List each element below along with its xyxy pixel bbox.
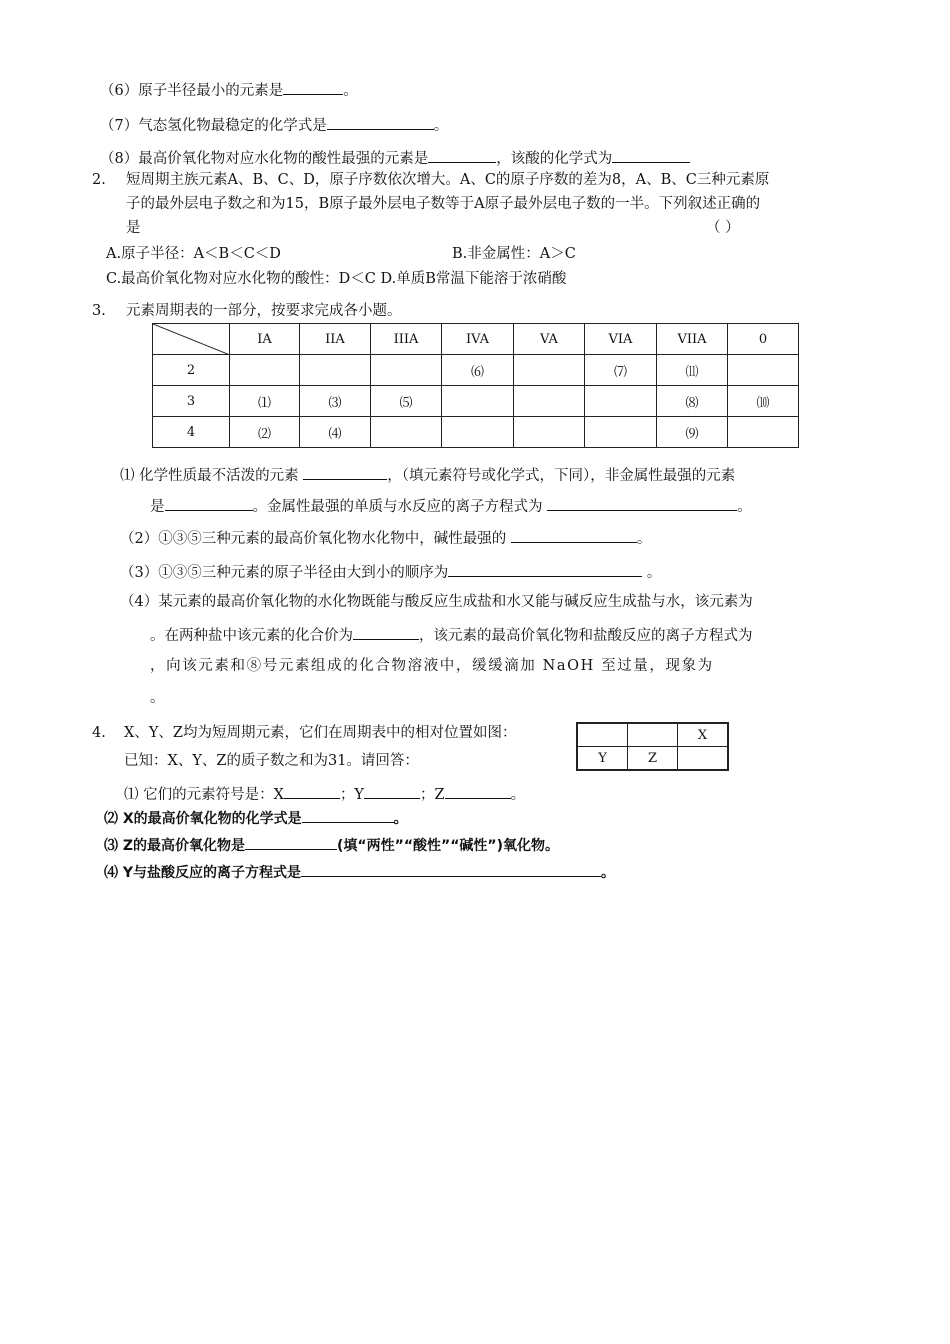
q3-s4-line1: （4）某元素的最高价氧化物的水化物既能与酸反应生成盐和水又能与碱反应生成盐与水，该元素为 bbox=[120, 594, 753, 610]
q3-s3 bbox=[120, 561, 661, 583]
q3-s1-c: 是 bbox=[150, 499, 165, 515]
q3-s4-line3: ，向该元素和⑧号元素组成的化合物溶液中，缓缓滴加 NaOH 至过量，现象为 bbox=[150, 658, 714, 674]
table-cell: ⑽ bbox=[728, 386, 799, 417]
q4-y-blank[interactable] bbox=[364, 783, 420, 799]
periodic-table bbox=[152, 323, 799, 448]
q4-s4 bbox=[104, 861, 615, 883]
group-header: VA bbox=[514, 324, 585, 355]
table-cell bbox=[371, 417, 442, 448]
table-cell: ⑷ bbox=[300, 417, 371, 448]
period-label: 2 bbox=[153, 355, 230, 386]
q4-s4-end: 。 bbox=[601, 865, 616, 881]
q3-s4-2b: ，该元素的最高价氧化物和盐酸反应的离子方程式为 bbox=[419, 628, 753, 644]
table-cell: ⑴ bbox=[230, 386, 300, 417]
q4-line2: 已知：X、Y、Z的质子数之和为31。请回答： bbox=[124, 753, 419, 769]
group-header: VIA bbox=[585, 324, 657, 355]
q3-s4-line4: 。 bbox=[150, 690, 165, 706]
grid-cell-z: Z bbox=[628, 747, 678, 771]
grid-cell bbox=[577, 723, 628, 747]
q1-item7 bbox=[100, 114, 448, 136]
q3-s2-end: 。 bbox=[636, 531, 652, 547]
q3-intro: 元素周期表的一部分，按要求完成各小题。 bbox=[126, 303, 402, 319]
table-cell: ⑼ bbox=[657, 417, 728, 448]
table-cell: ⑸ bbox=[371, 386, 442, 417]
q2-option-b[interactable]: B.非金属性：A＞C bbox=[452, 246, 576, 262]
q1-item8-mid: ，该酸的化学式为 bbox=[496, 151, 613, 167]
corner-cell bbox=[153, 324, 230, 355]
q1-item6-end: 。 bbox=[343, 83, 358, 99]
q4-s3 bbox=[104, 834, 559, 856]
q1-item8-element-blank[interactable] bbox=[428, 147, 496, 163]
q4-s3-blank[interactable] bbox=[245, 834, 337, 850]
group-header: IIA bbox=[300, 324, 371, 355]
table-row bbox=[153, 355, 799, 386]
table-cell bbox=[514, 355, 585, 386]
q4-number: 4. bbox=[92, 725, 106, 741]
q4-s4-blank[interactable] bbox=[301, 861, 601, 877]
period-label: 4 bbox=[153, 417, 230, 448]
grid-cell bbox=[678, 747, 729, 771]
q4-s1 bbox=[124, 783, 525, 805]
table-row bbox=[577, 747, 728, 771]
q3-s2-blank[interactable] bbox=[511, 527, 637, 543]
q3-s1-nonmetal-blank[interactable] bbox=[165, 495, 253, 511]
table-cell bbox=[230, 355, 300, 386]
group-header: 0 bbox=[728, 324, 799, 355]
table-cell bbox=[442, 386, 514, 417]
q4-s4-text: ⑷ Y与盐酸反应的离子方程式是 bbox=[104, 865, 302, 881]
q3-s4-valence-blank[interactable] bbox=[353, 624, 419, 640]
q3-s1-d: 。金属性最强的单质与水反应的离子方程式为 bbox=[252, 499, 543, 515]
q3-s1-line2 bbox=[150, 495, 752, 517]
q3-s1-equation-blank[interactable] bbox=[547, 495, 737, 511]
table-cell bbox=[728, 355, 799, 386]
q3-number: 3. bbox=[92, 303, 106, 319]
group-header: VIIA bbox=[657, 324, 728, 355]
q3-s1-end: 。 bbox=[737, 499, 752, 515]
q2-answer-paren[interactable]: （ ） bbox=[706, 220, 740, 236]
table-cell bbox=[585, 417, 657, 448]
table-cell bbox=[442, 417, 514, 448]
q3-s4-2: 。在两种盐中该元素的化合价为 bbox=[150, 628, 353, 644]
q1-item8-text: （8）最高价氧化物对应水化物的酸性最强的元素是 bbox=[100, 151, 429, 167]
table-cell: ⑶ bbox=[300, 386, 371, 417]
table-cell bbox=[514, 386, 585, 417]
q1-item7-text: （7）气态氢化物最稳定的化学式是 bbox=[100, 118, 327, 134]
table-row bbox=[577, 723, 728, 747]
grid-cell-x: X bbox=[678, 723, 729, 747]
q2-number: 2. bbox=[92, 172, 106, 188]
xyz-position-grid bbox=[576, 722, 729, 771]
q3-s1-b: ，（填元素符号或化学式，下同），非金属性最强的元素 bbox=[387, 468, 736, 484]
q2-line3: 是 bbox=[126, 220, 141, 236]
q3-s4-line2 bbox=[150, 624, 753, 646]
q4-s2 bbox=[104, 807, 408, 829]
q1-item8-acid-blank[interactable] bbox=[612, 147, 690, 163]
q3-s3-blank[interactable] bbox=[448, 561, 642, 577]
q1-item8 bbox=[100, 147, 690, 169]
table-cell bbox=[371, 355, 442, 386]
table-cell: ⑾ bbox=[657, 355, 728, 386]
periodic-table-header-row bbox=[153, 324, 799, 355]
group-header: IVA bbox=[442, 324, 514, 355]
table-cell: ⑵ bbox=[230, 417, 300, 448]
q2-line1: 短周期主族元素A、B、C、D，原子序数依次增大。A、C的原子序数的差为8，A、B、C三种元素原 bbox=[126, 172, 770, 188]
grid-cell-y: Y bbox=[577, 747, 628, 771]
q1-item6-blank[interactable] bbox=[283, 79, 343, 95]
q3-s3-end: 。 bbox=[646, 565, 662, 581]
group-header: IIIA bbox=[371, 324, 442, 355]
q4-s1-b: ；Y bbox=[339, 787, 365, 803]
q2-option-a[interactable]: A.原子半径：A＜B＜C＜D bbox=[106, 246, 281, 262]
q2-line2: 子的最外层电子数之和为15，B原子最外层电子数等于A原子最外层电子数的一半。下列叙述正确的 bbox=[126, 196, 761, 212]
table-cell bbox=[300, 355, 371, 386]
diagonal-line bbox=[153, 324, 230, 355]
table-row bbox=[153, 386, 799, 417]
q4-s3-a: ⑶ Z的最高价氧化物是 bbox=[104, 838, 246, 854]
q1-item6-text: （6）原子半径最小的元素是 bbox=[100, 83, 284, 99]
table-row bbox=[153, 417, 799, 448]
q4-s1-a: ⑴ 它们的元素符号是：X bbox=[124, 787, 284, 803]
table-cell bbox=[585, 386, 657, 417]
q4-s3-b: (填“两性”“酸性”“碱性”)氧化物。 bbox=[337, 838, 560, 854]
q4-x-blank[interactable] bbox=[284, 783, 340, 799]
q3-s1-inert-blank[interactable] bbox=[303, 464, 387, 480]
q3-s2 bbox=[120, 527, 651, 549]
q3-s2-text: （2）①③⑤三种元素的最高价氧化物水化物中，碱性最强的 bbox=[120, 531, 507, 547]
table-cell: ⑺ bbox=[585, 355, 657, 386]
q3-s1-line1 bbox=[120, 464, 735, 486]
table-cell bbox=[514, 417, 585, 448]
period-label: 3 bbox=[153, 386, 230, 417]
q2-option-cd[interactable]: C.最高价氧化物对应水化物的酸性：D＜C D.单质B常温下能溶于浓硝酸 bbox=[106, 271, 567, 287]
table-cell: ⑻ bbox=[657, 386, 728, 417]
q4-s2-blank[interactable] bbox=[302, 807, 394, 823]
q4-s2-end: 。 bbox=[393, 811, 408, 827]
table-cell: ⑹ bbox=[442, 355, 514, 386]
q4-line1: X、Y、Z均为短周期元素，它们在周期表中的相对位置如图： bbox=[124, 725, 517, 741]
table-cell bbox=[728, 417, 799, 448]
q4-s2-text: ⑵ X的最高价氧化物的化学式是 bbox=[104, 811, 302, 827]
q4-z-blank[interactable] bbox=[445, 783, 511, 799]
q3-s3-text: （3）①③⑤三种元素的原子半径由大到小的顺序为 bbox=[120, 565, 449, 581]
q3-s1-a: ⑴ 化学性质最不活泼的元素 bbox=[120, 468, 299, 484]
q1-item7-blank[interactable] bbox=[327, 114, 434, 130]
group-header: IA bbox=[230, 324, 300, 355]
q4-s1-c: ；Z bbox=[420, 787, 445, 803]
grid-cell bbox=[628, 723, 678, 747]
q1-item7-end: 。 bbox=[433, 118, 449, 134]
q4-s1-end: 。 bbox=[510, 787, 526, 803]
q1-item6 bbox=[100, 79, 358, 101]
